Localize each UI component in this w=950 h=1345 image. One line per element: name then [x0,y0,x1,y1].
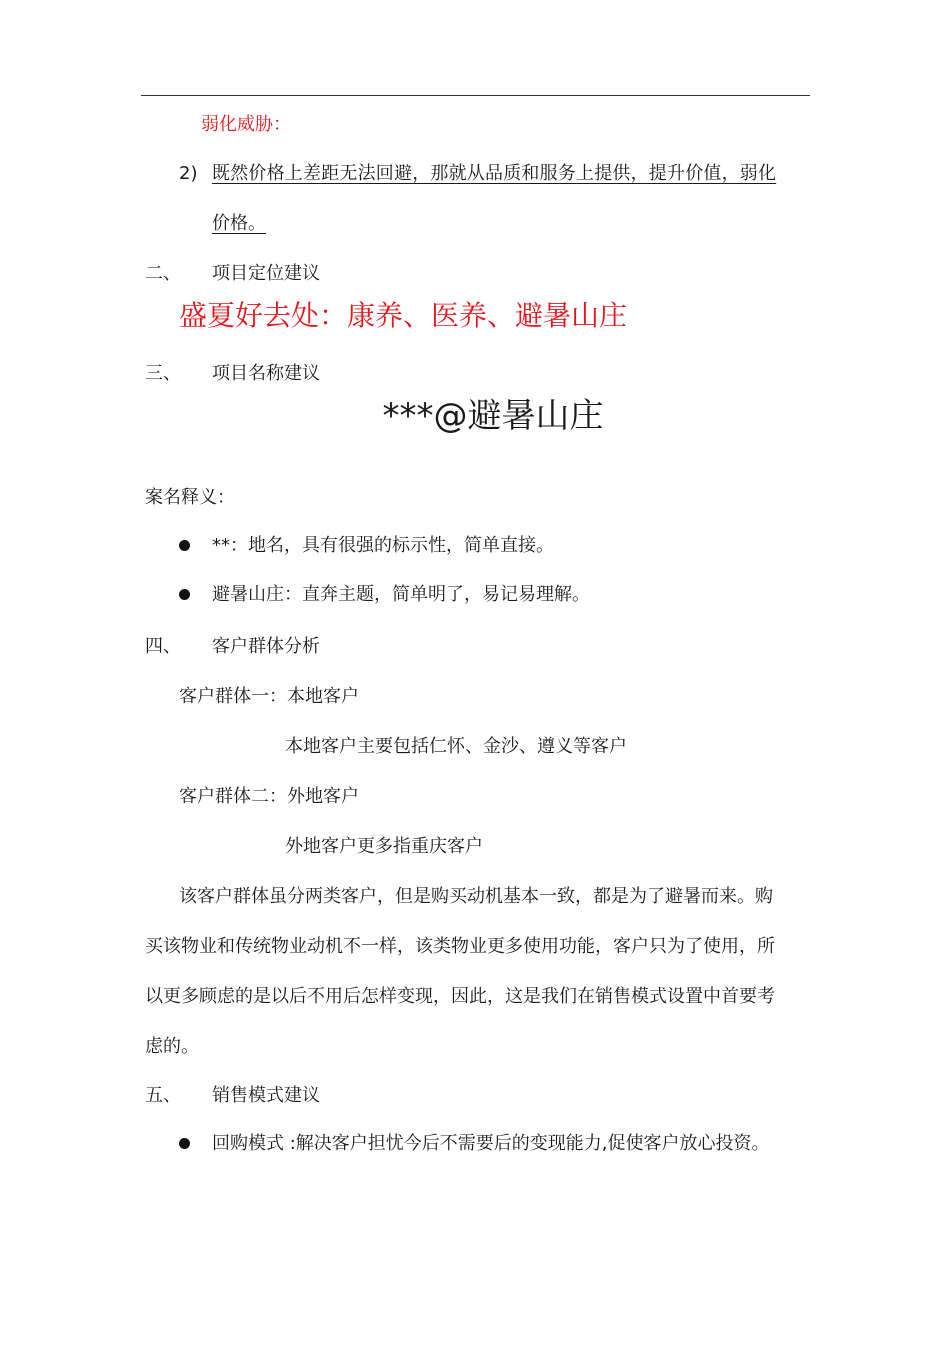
section-4-title: 客户群体分析 [212,636,320,657]
section-3-number: 三、 [145,363,181,384]
section-2-title: 项目定位建议 [212,263,320,284]
threat-label: 弱化威胁： [201,114,291,135]
section-4-number: 四、 [145,636,181,657]
group-1-desc: 本地客户主要包括仁怀、金沙、遵义等客户 [285,736,627,757]
naming-bullet-2: 避暑山庄：直奔主题，简单明了，易记易理解。 [212,584,590,605]
section-5-number: 五、 [145,1085,181,1106]
naming-heading: 案名释义： [145,487,235,508]
project-name: ***@避暑山庄 [382,396,604,436]
group-2-label: 客户群体二：外地客户 [179,786,359,807]
analysis-para-line-4: 虑的。 [145,1036,199,1057]
naming-bullet-1: **：地名，具有很强的标示性，简单直接。 [212,535,554,556]
analysis-para-line-1: 该客户群体虽分两类客户，但是购买动机基本一致，都是为了避暑而来。购 [179,886,773,907]
analysis-para-line-2: 买该物业和传统物业动机不一样，该类物业更多使用功能，客户只为了使用，所 [145,936,775,957]
group-1-label: 客户群体一：本地客户 [179,686,359,707]
positioning-highlight: 盛夏好去处：康养、医养、避暑山庄 [179,299,628,332]
header-rule [141,95,810,96]
item-2-line-2: 价格。 [212,213,266,234]
bullet-icon [179,540,190,551]
analysis-para-line-3: 以更多顾虑的是以后不用后怎样变现，因此，这是我们在销售模式设置中首要考 [145,986,775,1007]
section-2-number: 二、 [145,263,181,284]
section-3-title: 项目名称建议 [212,363,320,384]
item-2-number: 2) [179,163,198,184]
section-5-title: 销售模式建议 [212,1085,320,1106]
item-2-line-1: 既然价格上差距无法回避，那就从品质和服务上提供，提升价值，弱化 [212,163,777,184]
sales-bullet-1: 回购模式 :解决客户担忧今后不需要后的变现能力,促使客户放心投资。 [212,1133,770,1154]
bullet-icon [179,589,190,600]
bullet-icon [179,1138,190,1149]
group-2-desc: 外地客户更多指重庆客户 [285,836,483,857]
